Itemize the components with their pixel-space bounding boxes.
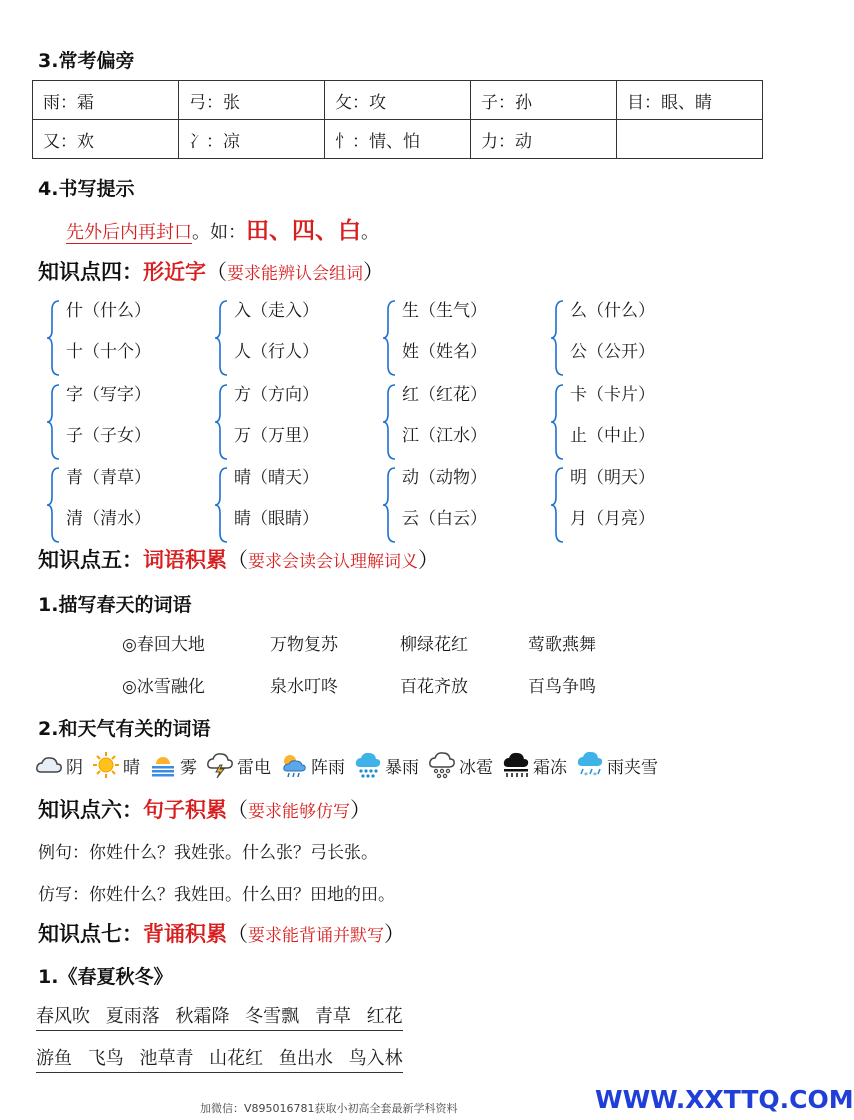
character-word: 什（什么） xyxy=(66,301,151,321)
table-cell: 弓：张 xyxy=(179,81,325,120)
idiom: 莺歌燕舞 xyxy=(528,635,596,655)
radicals-table xyxy=(32,80,763,159)
character-word: 江（江水） xyxy=(402,426,487,446)
kp5-note: 要求会读会认理解词义 xyxy=(248,552,418,572)
kp6-heading xyxy=(38,794,371,824)
character-pair xyxy=(550,463,710,547)
table-row xyxy=(33,120,763,159)
character-pair xyxy=(214,296,374,380)
writing-tip-end: 。 xyxy=(361,222,379,243)
table-cell: 雨：霜 xyxy=(33,81,179,120)
weather-label: 晴 xyxy=(123,757,140,778)
brace-icon xyxy=(382,467,396,543)
character-word: 生（生气） xyxy=(402,301,487,321)
kp4-label: 知识点四： xyxy=(38,260,143,284)
brace-icon xyxy=(550,300,564,376)
character-word: 方（方向） xyxy=(234,385,319,405)
frost-icon xyxy=(501,750,531,780)
footer-text: 加微信：V895016781获取小初高全套最新学科资料 xyxy=(200,1102,458,1115)
kp6-topic: 句子积累 xyxy=(143,798,227,822)
character-word: 姓（姓名） xyxy=(402,342,487,362)
kp7-label: 知识点七： xyxy=(38,922,143,946)
character-word: 入（走入） xyxy=(234,301,319,321)
poem-line-2: 游鱼 飞鸟 池草青 山花红 鱼出水 鸟入林 xyxy=(36,1044,403,1073)
section-4-title: 4.书写提示 xyxy=(38,178,135,200)
character-pair xyxy=(550,380,710,464)
character-word: 卡（卡片） xyxy=(570,385,655,405)
kp5-heading xyxy=(38,544,439,574)
character-word: 明（明天） xyxy=(570,468,655,488)
weather-label: 雾 xyxy=(180,757,197,778)
table-cell: 攵：攻 xyxy=(325,81,471,120)
fog-icon xyxy=(148,750,178,780)
weather-label: 雷电 xyxy=(237,757,271,778)
character-pair xyxy=(382,380,542,464)
table-cell: 冫：凉 xyxy=(179,120,325,159)
writing-rule: 先外后内再封口 xyxy=(66,222,192,243)
brace-icon xyxy=(382,384,396,460)
brace-icon xyxy=(46,467,60,543)
character-word: 动（动物） xyxy=(402,468,487,488)
idiom: 百花齐放 xyxy=(400,677,468,697)
sun-icon xyxy=(91,750,121,780)
kp7-paren-close: ） xyxy=(384,922,405,946)
table-cell: 忄：情、怕 xyxy=(325,120,471,159)
character-word: 止（中止） xyxy=(570,426,655,446)
weather-item xyxy=(501,750,567,780)
kp7-paren-open: （ xyxy=(227,922,248,946)
kp5-label: 知识点五： xyxy=(38,548,143,572)
svg-text:*: * xyxy=(584,771,588,780)
writing-tip xyxy=(66,212,379,245)
weather-item xyxy=(34,750,83,780)
character-pair xyxy=(46,380,206,464)
idiom: 泉水叮咚 xyxy=(270,677,338,697)
character-word: 么（什么） xyxy=(570,301,655,321)
brace-icon xyxy=(46,300,60,376)
rainstorm-icon xyxy=(353,750,383,780)
character-word: 云（白云） xyxy=(402,509,487,529)
table-cell: 子：孙 xyxy=(471,81,617,120)
brace-icon xyxy=(382,300,396,376)
writing-examples: 田、四、白 xyxy=(246,217,361,244)
character-word: 青（青草） xyxy=(66,468,151,488)
site-logo: WWW.XXTTQ.COM xyxy=(595,1085,854,1114)
weather-label: 霜冻 xyxy=(533,757,567,778)
kp5-sub1-title: 1.描写春天的词语 xyxy=(38,594,192,616)
kp7-heading xyxy=(38,918,405,948)
character-word: 万（万里） xyxy=(234,426,319,446)
kp7-note: 要求能背诵并默写 xyxy=(248,926,384,946)
kp6-note: 要求能够仿写 xyxy=(248,802,350,822)
kp4-paren-close: ） xyxy=(363,260,384,284)
cloudy-icon xyxy=(34,750,64,780)
kp4-topic: 形近字 xyxy=(143,260,206,284)
kp4-note: 要求能辨认会组词 xyxy=(227,264,363,284)
table-row xyxy=(33,81,763,120)
table-cell: 又：欢 xyxy=(33,120,179,159)
character-pair xyxy=(382,463,542,547)
character-pair xyxy=(382,296,542,380)
table-cell: 力：动 xyxy=(471,120,617,159)
character-pair xyxy=(550,296,710,380)
character-word: 晴（晴天） xyxy=(234,468,319,488)
character-word: 十（十个） xyxy=(66,342,151,362)
character-word: 红（红花） xyxy=(402,385,487,405)
idiom: 万物复苏 xyxy=(270,635,338,655)
character-word: 人（行人） xyxy=(234,342,319,362)
brace-icon xyxy=(550,467,564,543)
sleet-icon xyxy=(575,750,605,780)
idiom: ◎春回大地 xyxy=(122,635,205,655)
poem-line-1: 春风吹 夏雨落 秋霜降 冬雪飘 青草 红花 xyxy=(36,1002,403,1031)
table-cell: 目：眼、睛 xyxy=(617,81,763,120)
kp4-paren-open: （ xyxy=(206,260,227,284)
kp5-paren-close: ） xyxy=(418,548,439,572)
shower-icon xyxy=(279,750,309,780)
character-word: 月（月亮） xyxy=(570,509,655,529)
character-pair xyxy=(214,380,374,464)
character-word: 清（清水） xyxy=(66,509,151,529)
writing-tip-mid: 。如： xyxy=(192,222,246,243)
weather-words xyxy=(34,748,666,782)
kp4-heading xyxy=(38,256,384,286)
kp5-sub2-title: 2.和天气有关的词语 xyxy=(38,718,211,740)
brace-icon xyxy=(550,384,564,460)
character-word: 睛（眼睛） xyxy=(234,509,319,529)
thunder-icon xyxy=(205,750,235,780)
kp6-label: 知识点六： xyxy=(38,798,143,822)
weather-label: 阵雨 xyxy=(311,757,345,778)
hail-icon xyxy=(427,750,457,780)
character-pair xyxy=(46,296,206,380)
weather-item xyxy=(427,750,493,780)
brace-icon xyxy=(214,300,228,376)
weather-item xyxy=(148,750,197,780)
kp5-paren-open: （ xyxy=(227,548,248,572)
idiom: 柳绿花红 xyxy=(400,635,468,655)
weather-label: 冰雹 xyxy=(459,757,493,778)
weather-item xyxy=(575,750,658,780)
weather-item xyxy=(91,750,140,780)
brace-icon xyxy=(214,467,228,543)
kp5-topic: 词语积累 xyxy=(143,548,227,572)
character-word: 子（子女） xyxy=(66,426,151,446)
weather-label: 雨夹雪 xyxy=(607,757,658,778)
idiom: ◎冰雪融化 xyxy=(122,677,205,697)
table-cell xyxy=(617,120,763,159)
character-word: 公（公开） xyxy=(570,342,655,362)
character-word: 字（写字） xyxy=(66,385,151,405)
imitation-sentence: 仿写：你姓什么？我姓田。什么田？田地的田。 xyxy=(38,885,395,905)
example-sentence: 例句：你姓什么？我姓张。什么张？弓长张。 xyxy=(38,843,378,863)
weather-item xyxy=(205,750,271,780)
weather-item xyxy=(353,750,419,780)
brace-icon xyxy=(214,384,228,460)
kp6-paren-close: ） xyxy=(350,798,371,822)
kp7-topic: 背诵积累 xyxy=(143,922,227,946)
poem-title: 1.《春夏秋冬》 xyxy=(38,966,173,988)
character-pair xyxy=(46,463,206,547)
idiom: 百鸟争鸣 xyxy=(528,677,596,697)
svg-text:*: * xyxy=(593,771,597,780)
character-pair xyxy=(214,463,374,547)
weather-item xyxy=(279,750,345,780)
weather-label: 阴 xyxy=(66,757,83,778)
weather-label: 暴雨 xyxy=(385,757,419,778)
kp6-paren-open: （ xyxy=(227,798,248,822)
brace-icon xyxy=(46,384,60,460)
section-3-title: 3.常考偏旁 xyxy=(38,50,135,72)
